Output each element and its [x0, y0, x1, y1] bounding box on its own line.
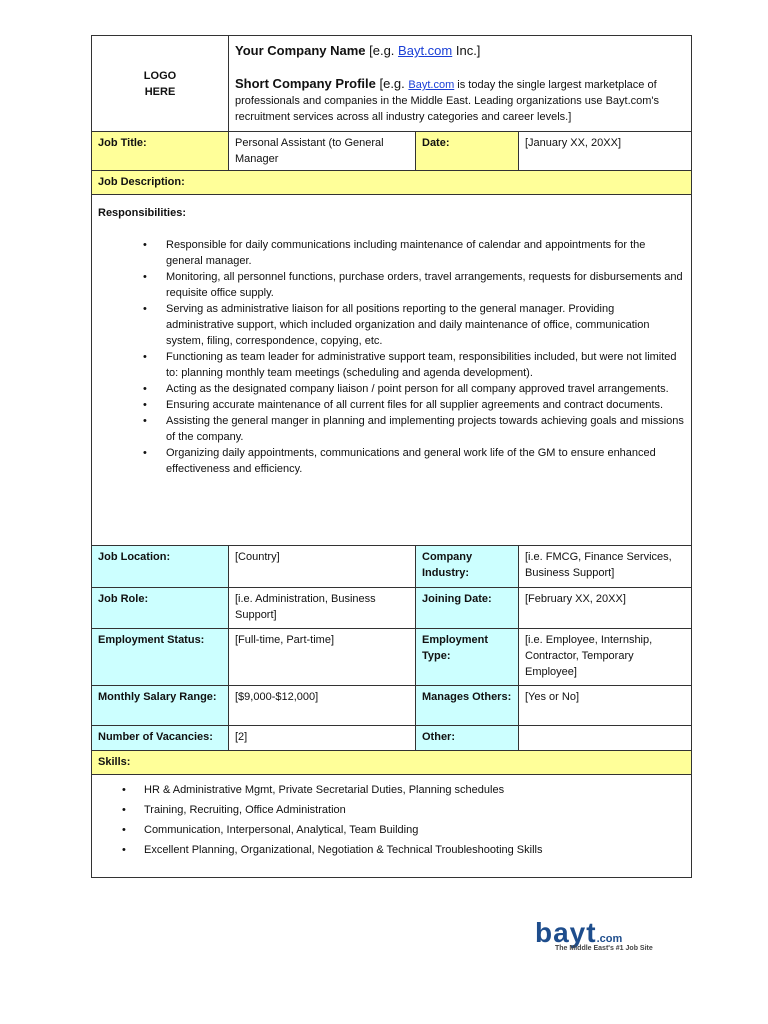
list-item: • Serving as administrative liaison for all positions reporting to the general manager. Providing administrative support, which included organization and daily maintenance of office, communication system, filing, correspondence, copying, etc. — [166, 301, 685, 349]
list-item: • Functioning as team leader for administrative support team, responsibilities included, but were not limited to: planning monthly team meetings (scheduling and agenda development). — [166, 349, 685, 381]
employment-type-label: Employment Type: — [416, 629, 519, 686]
bayt-tagline: The Middle East's #1 Job Site — [555, 945, 653, 952]
list-item: • Ensuring accurate maintenance of all current files for all supplier agreements and contract documents. — [166, 397, 685, 413]
job-description-label: Job Description: — [92, 171, 692, 195]
employment-status-label: Employment Status: — [92, 629, 229, 686]
skills-label: Skills: — [92, 751, 692, 775]
company-profile — [235, 76, 685, 125]
list-item: • Monitoring, all personnel functions, purchase orders, travel arrangements, requests for disbursements and requisite office supply. — [166, 269, 685, 301]
profile-label: Short Company Profile — [235, 76, 376, 91]
employment-status-value: [Full-time, Part-time] — [229, 629, 416, 686]
salary-range-value: [$9,000-$12,000] — [229, 686, 416, 726]
company-name-link[interactable]: Bayt.com — [398, 43, 453, 58]
manages-others-label: Manages Others: — [416, 686, 519, 726]
other-value — [519, 726, 692, 751]
bayt-brand: bayt — [535, 917, 597, 948]
joining-date-label: Joining Date: — [416, 588, 519, 629]
list-item: • Organizing daily appointments, communications and general work life of the GM to ensure enhanced effectiveness and efficiency. — [166, 445, 685, 477]
company-name-close: Inc.] — [452, 43, 481, 58]
company-industry-label: Company Industry: — [416, 546, 519, 588]
logo-line-1: LOGO — [143, 69, 177, 82]
logo-placeholder — [92, 36, 229, 132]
vacancies-label: Number of Vacancies: — [92, 726, 229, 751]
job-title-value: Personal Assistant (to General Manager — [229, 132, 416, 171]
company-name-label: Your Company Name — [235, 43, 366, 58]
company-name-open: [e.g. — [365, 43, 399, 58]
employment-type-value: [i.e. Employee, Internship, Contractor, Temporary Employee] — [519, 629, 692, 686]
company-industry-value: [i.e. FMCG, Finance Services, Business Support] — [519, 546, 692, 588]
list-item: • Training, Recruiting, Office Administration — [144, 802, 685, 818]
list-item: • Excellent Planning, Organizational, Negotiation & Technical Troubleshooting Skills — [144, 842, 685, 858]
skills-list — [98, 782, 685, 858]
bayt-logo — [535, 917, 685, 957]
manages-others-value: [Yes or No] — [519, 686, 692, 726]
other-label: Other: — [416, 726, 519, 751]
responsibilities-list — [98, 237, 685, 477]
vacancies-value: [2] — [229, 726, 416, 751]
profile-text: is today the single largest marketplace of professionals and companies in the Middle East. Leading organizations use Bayt.com's recruitment services across all industry categories and career levels.] — [235, 79, 660, 123]
joining-date-value: [February XX, 20XX] — [519, 588, 692, 629]
job-location-label: Job Location: — [92, 546, 229, 588]
company-name — [235, 43, 685, 59]
company-header — [229, 36, 692, 132]
bayt-brand-suffix: .com — [596, 933, 623, 945]
list-item: • Responsible for daily communications including maintenance of calendar and appointments for the general manager. — [166, 237, 685, 269]
list-item: • Communication, Interpersonal, Analytical, Team Building — [144, 822, 685, 838]
job-role-value: [i.e. Administration, Business Support] — [229, 588, 416, 629]
profile-link[interactable]: Bayt.com — [408, 79, 455, 91]
profile-open: [e.g. — [375, 76, 409, 91]
date-label: Date: — [416, 132, 519, 171]
logo-line-2: HERE — [144, 85, 176, 98]
date-value: [January XX, 20XX] — [519, 132, 692, 171]
job-location-value: [Country] — [229, 546, 416, 588]
list-item: • Assisting the general manger in planning and implementing projects towards achieving goals and missions of the company. — [166, 413, 685, 445]
job-description-form — [91, 35, 692, 878]
responsibilities-section — [92, 195, 692, 546]
salary-range-label: Monthly Salary Range: — [92, 686, 229, 726]
list-item: • Acting as the designated company liaison / point person for all company approved travel arrangements. — [166, 381, 685, 397]
skills-section — [92, 775, 692, 878]
list-item: • HR & Administrative Mgmt, Private Secretarial Duties, Planning schedules — [144, 782, 685, 798]
responsibilities-label: Responsibilities: — [98, 207, 187, 219]
job-title-label: Job Title: — [92, 132, 229, 171]
job-role-label: Job Role: — [92, 588, 229, 629]
